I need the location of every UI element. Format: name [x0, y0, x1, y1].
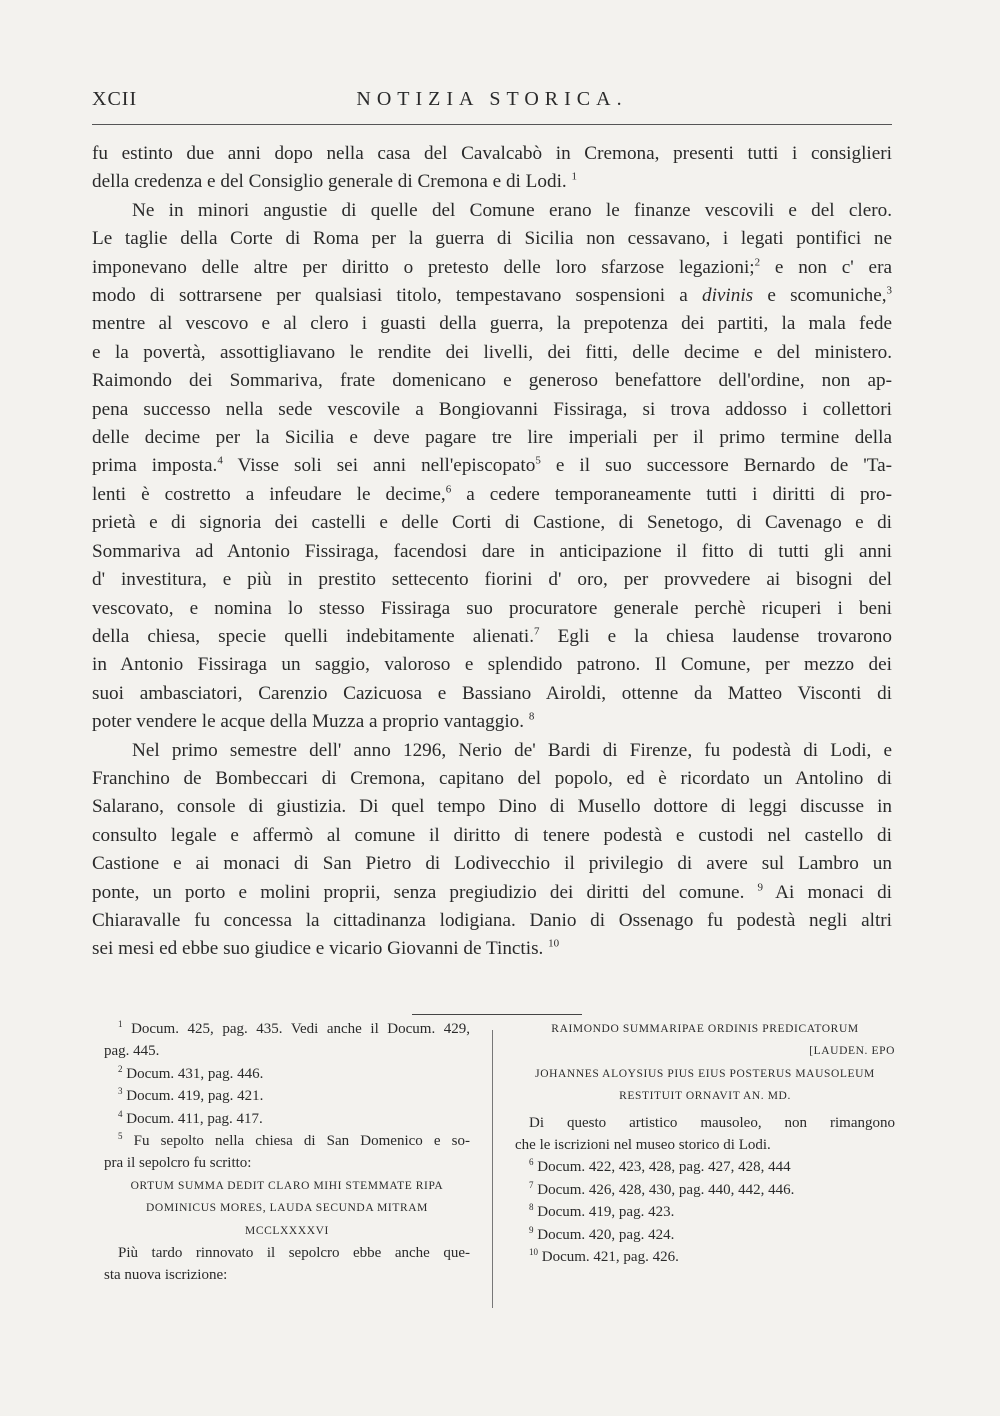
footnote-ref[interactable]: 9: [757, 881, 764, 894]
inscription-line: ORTUM SUMMA DEDIT CLARO MIHI STEMMATE RIPA: [130, 1179, 444, 1192]
footnote-ref[interactable]: 5: [535, 455, 541, 468]
text-line: Chiaravalle fu concessa la cittadinanza lodigiana. Danio di Ossenago fu podestà negli altri: [92, 909, 892, 931]
text-line: lenti è costretto a infeudare le decime,$^6$ a cedere temporaneamente tutti i diritti di pro-: [92, 483, 893, 505]
text-line: prima imposta.$^4$ Visse soli sei anni nell'episcopato$^5$ e il suo successore Bernardo de 'Ta-: [92, 455, 893, 477]
footnote: che le iscrizioni nel museo storico di Lodi.: [515, 1137, 771, 1154]
footnote-ref[interactable]: 4: [217, 455, 223, 468]
footnotes-left-column: [104, 1018, 470, 1287]
text-line: Raimondo dei Sommariva, frate domenicano e generoso benefattore dell'ordine, non ap-: [92, 370, 892, 392]
text-line: suoi ambasciatori, Carenzio Cazicuosa e Bassiano Airoldi, ottenne da Matteo Visconti di: [92, 682, 892, 704]
footnote: Più tardo rinnovato il sepolcro ebbe anche que-: [118, 1245, 470, 1262]
text-line: delle decime per la Sicilia e deve pagare tre lire imperiali per il primo termine della: [92, 427, 892, 449]
text-line: Salarano, console di giustizia. Di quel tempo Dino di Musello dottore di leggi discusse in: [92, 796, 892, 818]
text-line: della chiesa, specie quelli indebitamente alienati.$^7$ Egli e la chiesa laudense trovarono: [92, 625, 892, 647]
footnote-ref[interactable]: 10: [548, 937, 560, 950]
text-line: in Antonio Fissiraga un saggio, valoroso e splendido patrono. Il Comune, per mezzo dei: [92, 654, 892, 676]
text-line: fu estinto due anni dopo nella casa del Cavalcabò in Cremona, presenti tutti i consiglieri: [92, 143, 892, 164]
inscription-line: RAIMONDO SUMMARIPAE ORDINIS PREDICATORUM: [551, 1023, 859, 1035]
footnote: pra il sepolcro fu scritto:: [104, 1155, 252, 1172]
footnote: $^9$ Docum. 420, pag. 424.: [529, 1224, 675, 1243]
inscription-line: RESTITUIT ORNAVIT AN. MD.: [619, 1090, 791, 1103]
running-header: [92, 88, 892, 118]
footnote: $^8$ Docum. 419, pag. 423.: [529, 1202, 675, 1221]
inscription-line: DOMINICUS MORES, LAUDA SECUNDA MITRAM: [146, 1202, 428, 1215]
text-line: e la povertà, assottigliavano le rendite dei livelli, dei fitti, delle decime e del ministero.: [92, 341, 892, 363]
text-line: prietà e di signoria dei castelli e delle Corti di Castione, di Senetogo, di Cavenago e di: [92, 512, 892, 534]
text-line: Ne in minori angustie di quelle del Comune erano le finanze vescovili e del clero.: [132, 199, 892, 221]
text-line: Nel primo semestre dell' anno 1296, Nerio de' Bardi di Firenze, fu podestà di Lodi, e: [132, 739, 892, 761]
footnote-ref[interactable]: 6: [445, 483, 452, 496]
footnote: Di questo artistico mausoleo, non rimangono: [529, 1114, 895, 1131]
text-line: poter vendere le acque della Muzza a proprio vantaggio. $^8$: [92, 710, 535, 733]
footnote: sta nuova iscrizione:: [104, 1267, 228, 1284]
footnote: $^{10}$ Docum. 421, pag. 426.: [529, 1247, 679, 1266]
footnote-ref[interactable]: 1: [571, 171, 578, 184]
inscription-line: [LAUDEN. EPO: [809, 1045, 895, 1058]
text-line: consulto legale e affermò al comune il diritto di tenere podestà e custodi nel castello di: [92, 824, 892, 846]
footnote: $^7$ Docum. 426, 428, 430, pag. 440, 442, 446.: [529, 1179, 795, 1198]
running-title: NOTIZIA STORICA.: [356, 88, 628, 110]
column-divider: [492, 1030, 493, 1308]
text-line: vescovato, e nomina lo stesso Fissiraga suo procuratore generale perchè ricuperi i beni: [92, 597, 892, 619]
footnote: $^3$ Docum. 419, pag. 421.: [118, 1086, 264, 1105]
footnote: pag. 445.: [104, 1043, 160, 1060]
footnote-ref[interactable]: 3: [886, 284, 893, 297]
footnote: $^1$ Docum. 425, pag. 435. Vedi anche il Docum. 429,: [118, 1019, 470, 1037]
footnote: $^2$ Docum. 431, pag. 446.: [118, 1063, 264, 1082]
footnote-ref[interactable]: 8: [528, 710, 535, 723]
text-line: modo di sottrarsene per qualsiasi titolo, tempestavano sospensioni a divinis e scomuniche,$^3$: [92, 284, 893, 307]
footnote: $^6$ Docum. 422, 423, 428, pag. 427, 428, 444: [529, 1157, 791, 1176]
text-line: pena successo nella sede vescovile a Bongiovanni Fissiraga, si trova addosso i collettori: [92, 398, 892, 420]
text-line: Le taglie della Corte di Roma per la guerra di Sicilia non cessavano, i legati pontifici ne: [92, 228, 892, 250]
footnote-separator: [412, 1014, 582, 1015]
inscription-line: MCCLXXXXVI: [245, 1224, 329, 1237]
footnote-ref[interactable]: 7: [534, 625, 540, 638]
footnotes-right-column: [515, 1018, 895, 1268]
inscription-line: JOHANNES ALOYSIUS PIUS EIUS POSTERUS MAUSOLEUM: [535, 1067, 875, 1080]
footnote-ref[interactable]: 2: [754, 256, 761, 269]
text-line: della credenza e del Consiglio generale di Cremona e di Lodi. $^1$: [92, 171, 578, 193]
text-line: Castione e ai monaci di San Pietro di Lodivecchio il privilegio di avere sul Lambro un: [92, 853, 892, 875]
footnote: $^5$ Fu sepolto nella chiesa di San Domenico e so-: [118, 1131, 470, 1150]
main-text: [92, 140, 892, 964]
text-line: Franchino de Bombeccari di Cremona, capitano del popolo, ed è ricordato un Antolino di: [92, 767, 892, 789]
text-line: d' investitura, e più in prestito settecento fiorini d' oro, per provvedere ai bisogni del: [92, 569, 892, 591]
text-line: mentre al vescovo e al clero i guasti della guerra, la prepotenza dei partiti, la mala fede: [92, 313, 892, 335]
footnote: $^4$ Docum. 411, pag. 417.: [118, 1108, 263, 1127]
page-number: XCII: [92, 88, 138, 110]
text-line: imponevano delle altre per diritto o pretesto delle loro sfarzose legazioni;$^2$ e non c' era: [92, 256, 892, 278]
text-line: sei mesi ed ebbe suo giudice e vicario Giovanni de Tinctis. $^{10}$: [92, 937, 560, 960]
text-line: Sommariva ad Antonio Fissiraga, facendosi dare in anticipazione il fitto di tutti gli anni: [92, 540, 892, 562]
text-line: ponte, un porto e molini proprii, senza pregiudizio dei diritti del comune. $^9$ Ai monaci di: [92, 881, 892, 903]
header-rule: [92, 124, 892, 125]
